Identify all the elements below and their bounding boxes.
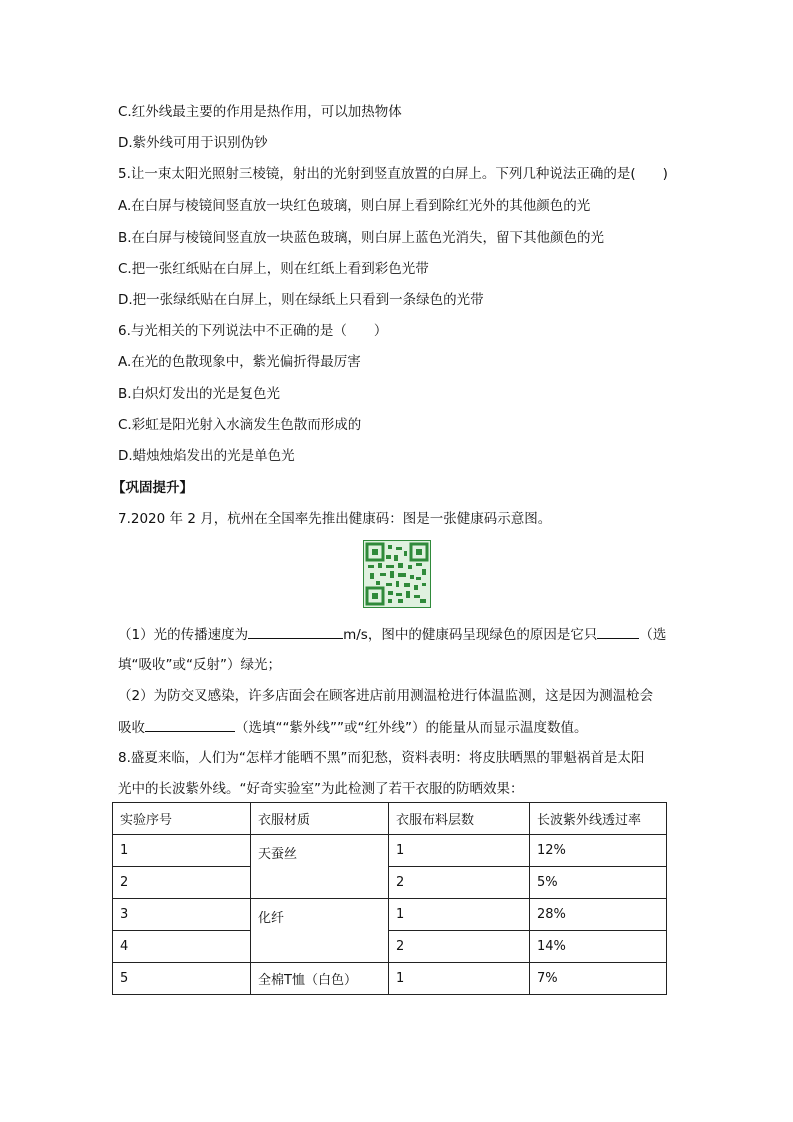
q5-option-b: B.在白屏与棱镜间竖直放一块蓝色玻璃，则白屏上蓝色光消失，留下其他颜色的光 [118,230,605,246]
qr-code-image [363,540,431,608]
table-cell-material: 天蚕丝 [251,835,389,899]
table-cell-material: 化纤 [251,899,389,963]
question-6-stem: 6.与光相关的下列说法中不正确的是（ ） [118,323,388,339]
q7-part-1-text-b: m/s，图中的健康码呈现绿色的原因是它只 [343,627,598,643]
table-cell: 5% [530,867,667,899]
q7-part-1-text-a: （1）光的传播速度为 [118,627,249,643]
radiation-answer-blank[interactable] [145,717,235,732]
question-8-line-1: 8.盛夏来临，人们为“怎样才能晒不黑”而犯愁，资料表明：将皮肤晒黑的罪魁祸首是太阳 [118,750,645,766]
table-cell: 1 [389,963,530,995]
table-header-cell: 实验序号 [113,803,251,835]
table-cell: 28% [530,899,667,931]
table-header-cell: 长波紫外线透过率 [530,803,667,835]
q7-part-2-line-2 [118,717,587,738]
table-cell: 14% [530,931,667,963]
sunscreen-test-table [112,802,667,995]
table-row [113,867,667,899]
q7-part-2-text-c: （选填““紫外线””或“红外线”）的能量从而显示温度数值。 [235,720,588,736]
table-cell: 7% [530,963,667,995]
q6-option-a: A.在光的色散现象中，紫光偏折得最厉害 [118,354,361,370]
q5-option-c: C.把一张红纸贴在白屏上，则在红纸上看到彩色光带 [118,261,429,277]
table-cell: 4 [113,931,251,963]
question-8-line-2: 光中的长波紫外线。“好奇实验室”为此检测了若干衣服的防晒效果： [118,781,524,797]
q5-option-a: A.在白屏与棱镜间竖直放一块红色玻璃，则白屏上看到除红光外的其他颜色的光 [118,198,591,214]
q7-part-2-text-b: 吸收 [118,720,145,736]
question-7-stem: 7.2020 年 2 月，杭州在全国率先推出健康码：图是一张健康码示意图。 [118,511,552,527]
table-cell-material: 全棉T恤（白色） [251,963,389,995]
q7-part-1-line-1 [118,624,666,645]
table-cell: 2 [389,931,530,963]
question-5-stem: 5.让一束太阳光照射三棱镜，射出的光射到竖直放置的白屏上。下列几种说法正确的是( ) [118,166,668,182]
table-cell: 2 [389,867,530,899]
table-cell: 3 [113,899,251,931]
q7-part-2-line-1: （2）为防交叉感染，许多店面会在顾客进店前用测温枪进行体温监测，这是因为测温枪会 [118,688,654,704]
reflect-answer-blank[interactable] [597,624,639,639]
table-header-cell: 衣服材质 [251,803,389,835]
q6-option-c: C.彩虹是阳光射入水滴发生色散而形成的 [118,417,362,433]
section-heading: 【巩固提升】 [112,480,193,496]
table-row [113,963,667,995]
line-c-infrared: C.红外线最主要的作用是热作用，可以加热物体 [118,104,402,120]
table-cell: 1 [389,899,530,931]
q5-option-d: D.把一张绿纸贴在白屏上，则在绿纸上只看到一条绿色的光带 [118,292,484,308]
table-cell: 5 [113,963,251,995]
table-header-row [113,803,667,835]
q7-part-1-text-c: （选 [639,627,667,643]
q7-part-1-line-2: 填“吸收”或“反射”）绿光； [118,657,281,673]
table-cell: 2 [113,867,251,899]
table-cell: 1 [113,835,251,867]
table-header-cell: 衣服布料层数 [389,803,530,835]
table-row [113,931,667,963]
line-d-ultraviolet: D.紫外线可用于识别伪钞 [118,135,268,151]
q6-option-b: B.白炽灯发出的光是复色光 [118,386,281,402]
speed-answer-blank[interactable] [248,624,343,639]
table-row [113,899,667,931]
q6-option-d: D.蜡烛烛焰发出的光是单色光 [118,448,295,464]
table-cell: 1 [389,835,530,867]
table-row [113,835,667,867]
table-cell: 12% [530,835,667,867]
